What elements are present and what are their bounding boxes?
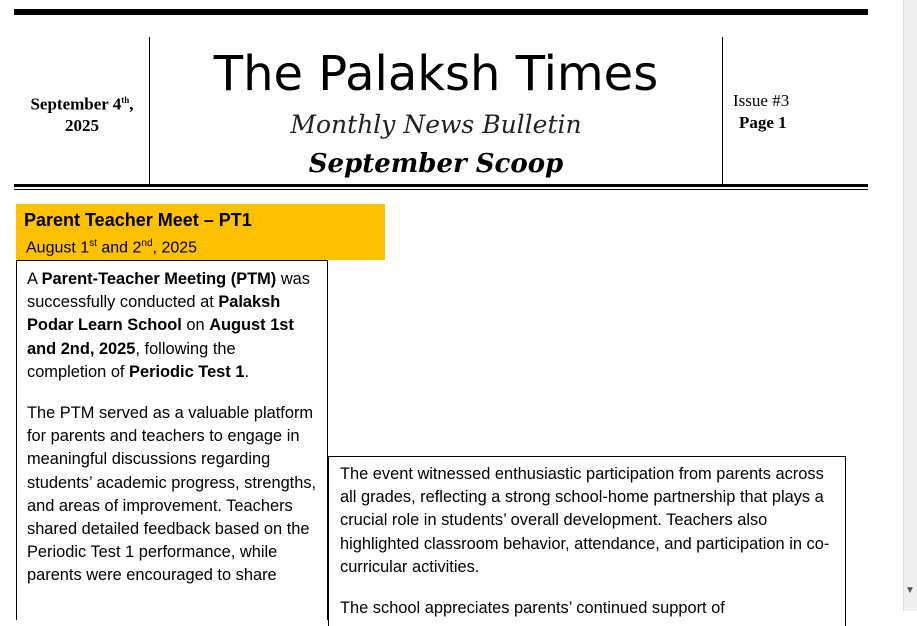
masthead-date: September 4th, 2025 (30, 94, 134, 135)
issue-info (733, 90, 803, 134)
masthead-rule-thin (14, 189, 868, 190)
article-paragraph-2: The PTM served as a valuable platform for parents and teachers to engage in meaningful discussions regarding students’ academic progress, strengths, and areas of improvement. Teachers shared detailed feedback based on the Periodic Test 1 performance, while parents were encouraged to share (27, 404, 317, 585)
article-date: August 1st and 2nd, 2025 (26, 238, 198, 257)
masthead-divider-right (722, 37, 723, 186)
page-number: Page 1 (739, 113, 787, 132)
issue-number: Issue #3 (733, 91, 790, 110)
article-heading: Parent Teacher Meet – PT1 (24, 210, 252, 230)
top-rule (14, 9, 868, 15)
newspaper-title: The Palaksh Times (213, 46, 659, 102)
scroll-down-arrow-icon[interactable]: ▼ (905, 585, 915, 596)
masthead-rule-thick (14, 184, 868, 187)
article-paragraph-3: The event witnessed enthusiastic participation from parents across all grades, reflecting a strong school-home partnership that plays a crucial role in students’ overall development. Teachers also highlighted classroom behavior, attendance, and participation in co-curricular activities. (340, 465, 830, 576)
article-paragraph-1: A Parent-Teacher Meeting (PTM) was successfully conducted at Palaksh Podar Learn School on August 1st and 2nd, 2025, following the completion of Periodic Test 1. (27, 270, 310, 381)
newspaper-subtitle: Monthly News Bulletin (290, 110, 582, 139)
article-paragraph-4: The school appreciates parents’ continued support of (340, 599, 725, 618)
vertical-scrollbar[interactable] (903, 0, 917, 611)
article-left-column (16, 260, 328, 620)
edition-name: September Scoop (308, 149, 564, 179)
article-right-column (328, 456, 846, 626)
article-banner (16, 204, 385, 260)
